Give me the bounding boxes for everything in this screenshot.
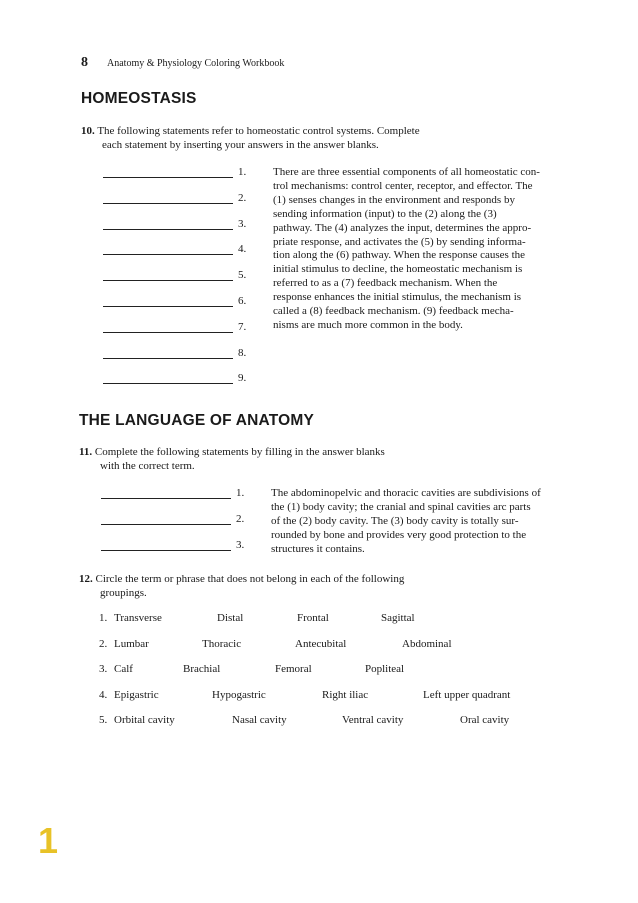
answer-blank-number: 9. [238, 372, 247, 385]
question-text-line: each statement by inserting your answers in the answer blanks. [102, 139, 379, 151]
grouping-number: 4. [99, 688, 108, 701]
grouping-number: 1. [99, 612, 108, 624]
answer-blank-line[interactable] [103, 306, 233, 307]
answer-blank-line[interactable] [103, 203, 233, 204]
answer-blank-line[interactable] [103, 254, 233, 255]
paragraph-line: response enhances the initial stimulus, the mechanism is [273, 291, 522, 304]
answer-blank-number: 2. [238, 191, 247, 204]
paragraph-line: trol mechanisms: control center, receptor, and effector. The [273, 179, 533, 192]
paragraph-line: initial stimulus to decline, the homeostatic mechanism is [273, 263, 523, 276]
grouping-term[interactable]: Thoracic [202, 637, 242, 650]
answer-blank-number: 2. [236, 513, 245, 525]
grouping-term[interactable]: Transverse [114, 612, 162, 624]
grouping-term[interactable]: Left upper quadrant [423, 688, 511, 701]
question-number: 10. [81, 125, 95, 137]
answer-blank-line[interactable] [103, 358, 233, 359]
question-text-line: groupings. [100, 587, 147, 599]
grouping-term[interactable]: Ventral cavity [342, 714, 404, 726]
grouping-term[interactable]: Brachial [183, 663, 221, 675]
grouping-term[interactable]: Antecubital [295, 637, 347, 650]
answer-blank-line[interactable] [103, 280, 233, 281]
grouping-term[interactable]: Right iliac [322, 688, 369, 701]
section-title-language-of-anatomy: THE LANGUAGE OF ANATOMY [79, 412, 315, 429]
answer-blank-number: 7. [238, 320, 247, 333]
statement-paragraph-11 [271, 487, 589, 557]
answer-blank-number: 6. [238, 295, 247, 307]
paragraph-line: the (1) body cavity; the cranial and spinal cavities arc parts [271, 500, 531, 513]
grouping-term[interactable]: Lumbar [114, 637, 149, 650]
question-number: 12. [79, 573, 93, 585]
grouping-term[interactable]: Epigastric [114, 688, 159, 701]
grouping-term[interactable]: Orbital cavity [114, 714, 175, 726]
paragraph-line: There are three essential components of all homeostatic con- [273, 166, 540, 178]
answer-blank-line[interactable] [103, 177, 233, 178]
paragraph-line: of the (2) body cavity. The (3) body cavity is totally sur- [271, 514, 519, 527]
grouping-term[interactable]: Femoral [275, 663, 312, 675]
answer-blank-number: 3. [236, 539, 245, 551]
section-title-homeostasis: HOMEOSTASIS [81, 90, 197, 107]
answer-blank-line[interactable] [101, 524, 231, 525]
paragraph-line: sending information (input) to the (2) along the (3) [273, 207, 497, 220]
answer-blank-number: 1. [238, 166, 247, 178]
grouping-term[interactable]: Frontal [297, 612, 329, 624]
answer-blank-line[interactable] [101, 550, 231, 551]
answer-blank-line[interactable] [103, 383, 233, 384]
answer-blank-number: 5. [238, 269, 247, 282]
grouping-term[interactable]: Calf [114, 663, 133, 675]
question-text-line: Circle the term or phrase that does not belong in each of the following [95, 573, 405, 585]
answer-blank-number: 1. [236, 487, 245, 499]
paragraph-line: nisms are much more common in the body. [273, 318, 463, 331]
question-11 [79, 445, 559, 473]
question-10 [81, 124, 561, 152]
grouping-number: 3. [99, 663, 108, 675]
grouping-term[interactable]: Nasal cavity [232, 714, 287, 726]
paragraph-line: structures it contains. [271, 542, 365, 555]
grouping-number: 2. [99, 637, 108, 650]
page-marker: 1 [38, 820, 59, 861]
answer-blank-line[interactable] [103, 229, 233, 230]
grouping-term[interactable]: Hypogastric [212, 688, 266, 701]
paragraph-line: The abdominopelvic and thoracic cavities are subdivisions of [271, 487, 541, 499]
paragraph-line: called a (8) feedback mechanism. (9) feedback mecha- [273, 305, 514, 318]
answer-blank-line[interactable] [101, 498, 231, 499]
paragraph-line: rounded by bone and provides very good protection to the [271, 528, 527, 541]
paragraph-line: tion along the (6) pathway. When the response causes the [273, 249, 526, 262]
paragraph-line: referred to as a (7) feedback mechanism. When the [273, 277, 498, 290]
statement-paragraph-10 [273, 166, 591, 333]
answer-blank-number: 4. [238, 243, 247, 256]
question-12 [79, 572, 559, 600]
paragraph-line: pathway. The (4) analyzes the input, determines the appro- [273, 221, 532, 234]
question-text-line: The following statements refer to homeostatic control systems. Complete [97, 125, 420, 137]
paragraph-line: priate response, and activates the (5) by sending informa- [273, 235, 526, 248]
paragraph-line: (1) senses changes in the environment and responds by [273, 193, 515, 206]
grouping-number: 5. [99, 714, 108, 726]
question-text-line: with the correct term. [100, 460, 195, 472]
question-text-line: Complete the following statements by filling in the answer blanks [94, 446, 385, 458]
book-title: Anatomy & Physiology Coloring Workbook [107, 58, 285, 69]
answer-blank-number: 8. [238, 346, 247, 359]
grouping-term[interactable]: Distal [217, 612, 244, 624]
page-number: 8 [81, 55, 88, 70]
grouping-term[interactable]: Oral cavity [460, 714, 510, 726]
answer-blank-number: 3. [238, 217, 247, 230]
answer-blank-line[interactable] [103, 332, 233, 333]
grouping-term[interactable]: Sagittal [381, 612, 415, 624]
grouping-term[interactable]: Abdominal [402, 637, 452, 650]
question-number: 11. [79, 446, 93, 458]
grouping-term[interactable]: Popliteal [365, 663, 405, 675]
